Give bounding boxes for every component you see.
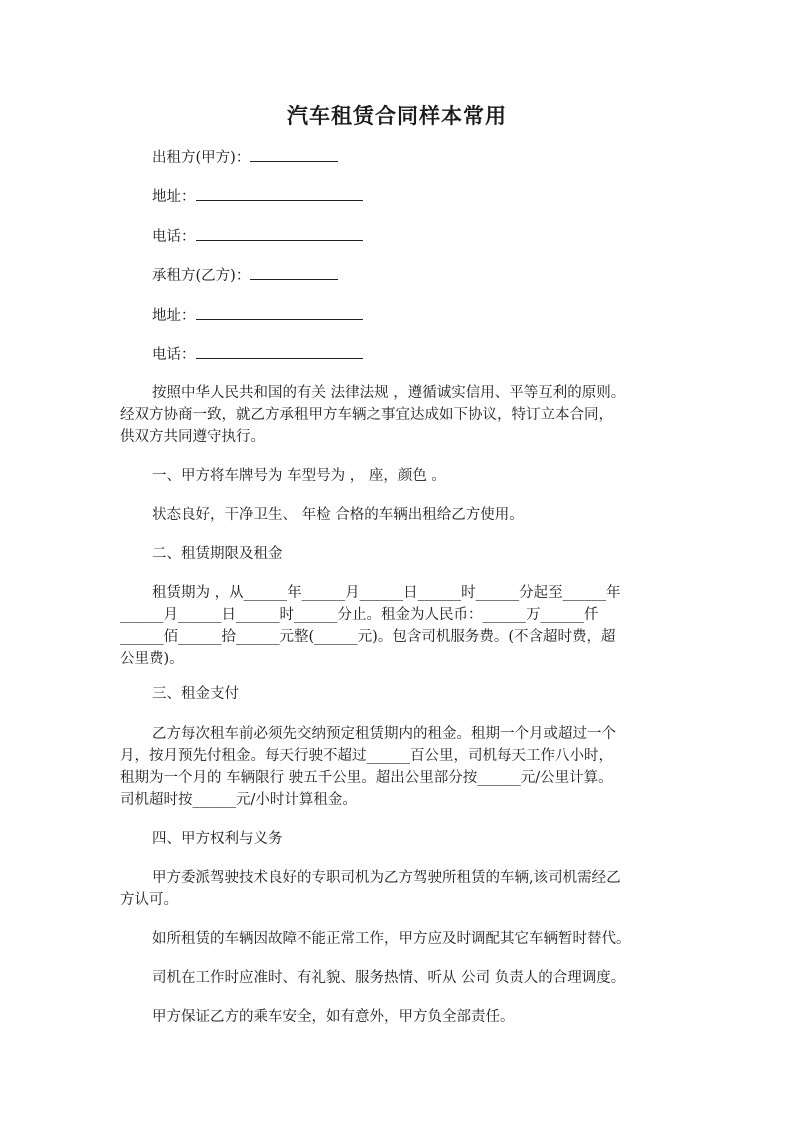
lessor-phone-blank[interactable]: [196, 226, 363, 241]
lessee-address-field: [152, 305, 363, 326]
section2-line: 公里费)。: [120, 651, 184, 667]
section2-line: ______佰______拾______元整(______元)。包含司机服务费。(不含超时费，超: [120, 629, 616, 645]
preamble-line: 经双方协商一致，就乙方承租甲方车辆之事宜达成如下协议，特订立本合同，: [120, 407, 613, 423]
lessee-blank[interactable]: [250, 265, 338, 280]
lessor-address-blank[interactable]: [196, 186, 363, 201]
lessee-address-label: 地址：: [152, 308, 196, 324]
preamble-line: 供双方共同遵守执行。: [120, 429, 265, 445]
section4-paragraph: 甲方委派驾驶技术良好的专职司机为乙方驾驶所租赁的车辆,该司机需经乙: [152, 870, 621, 886]
document-title: 汽车租赁合同样本常用: [287, 103, 507, 128]
lessor-label: 出租方(甲方)：: [152, 150, 251, 166]
lessee-field: [152, 265, 338, 286]
section2-line: 租赁期为 ，从______年______月______日______时______分起至______年: [152, 585, 621, 601]
section3-line: 乙方每次租车前必须先交纳预定租赁期内的租金。租期一个月或超过一个: [152, 726, 616, 742]
section2-heading: 二、租赁期限及租金: [152, 546, 283, 562]
section3-heading: 三、租金支付: [152, 686, 239, 702]
lessor-address-label: 地址：: [152, 189, 196, 205]
lessee-phone-label: 电话：: [152, 347, 196, 363]
section1-line: 一、甲方将车牌号为 车型号为 ， 座，颜色 。: [152, 468, 446, 484]
section2-line: ______月______日______时______分止。租金为人民币：______万______仟: [120, 607, 599, 623]
lessor-blank[interactable]: [250, 147, 338, 162]
lessor-phone-field: [152, 226, 363, 247]
section4-paragraph: 司机在工作时应准时、有礼貌、服务热情、听从 公司 负责人的合理调度。: [152, 970, 626, 986]
section4-paragraph: 甲方保证乙方的乘车安全，如有意外，甲方负全部责任。: [152, 1009, 515, 1025]
section3-line: 租期为一个月的 车辆限行 驶五千公里。超出公里部分按______元/公里计算。: [120, 770, 613, 786]
lessor-field: [152, 147, 338, 168]
section3-line: 月，按月预先付租金。每天行驶不超过______百公里，司机每天工作八小时，: [120, 748, 613, 764]
lessor-phone-label: 电话：: [152, 229, 196, 245]
section4-heading: 四、甲方权利与义务: [152, 831, 283, 847]
lessee-label: 承租方(乙方)：: [152, 268, 251, 284]
lessee-phone-field: [152, 344, 363, 365]
section4-paragraph: 方认可。: [120, 892, 178, 908]
section3-line: 司机超时按______元/小时计算租金。: [120, 792, 357, 808]
section1-line: 状态良好，干净卫生、 年检 合格的车辆出租给乙方使用。: [152, 507, 524, 523]
lessee-phone-blank[interactable]: [196, 344, 363, 359]
section4-paragraph: 如所租赁的车辆因故障不能正常工作，甲方应及时调配其它车辆暂时替代。: [152, 931, 631, 947]
lessor-address-field: [152, 186, 363, 207]
lessee-address-blank[interactable]: [196, 305, 363, 320]
preamble-line: 按照中华人民共和国的有关 法律法规 ，遵循诚实信用、平等互利的原则。: [152, 385, 626, 401]
